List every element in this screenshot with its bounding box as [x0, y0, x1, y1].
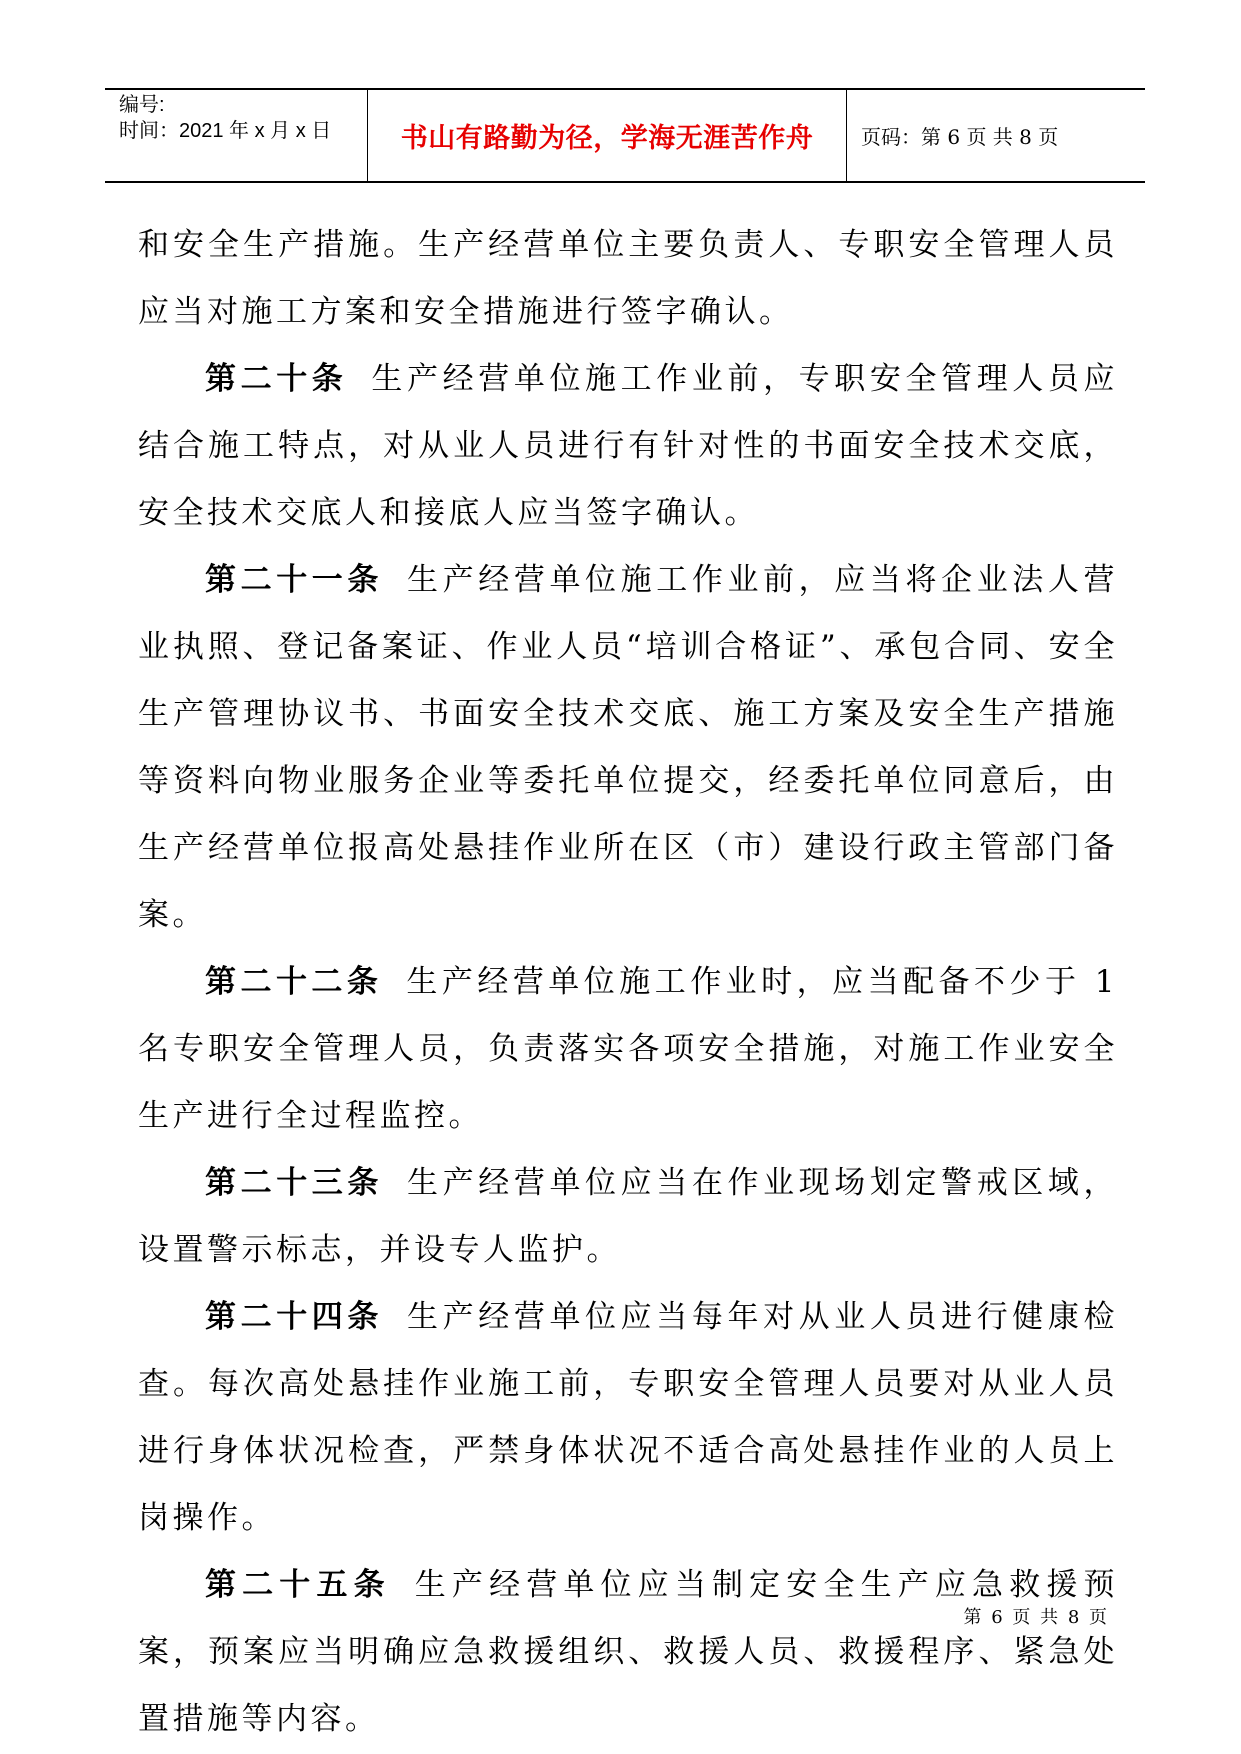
article-paragraph — [138, 547, 1118, 949]
article-paragraph — [138, 949, 1118, 1150]
article-paragraph — [138, 1150, 1118, 1284]
header-motto-cell — [367, 90, 847, 181]
article-text: 生产经营单位应当在作业现场划定警戒区域，设置警示标志，并设专人监护。 — [138, 1165, 1119, 1268]
document-number-label: 编号: — [119, 94, 165, 116]
article-text: 生产经营单位施工作业时，应当配备不少于 1 名专职安全管理人员，负责落实各项安全措施，对施工作业安全生产进行全过程监控。 — [138, 964, 1119, 1134]
article-number: 第二十三条 — [205, 1165, 384, 1201]
article-text: 生产经营单位施工作业前，专职安全管理人员应结合施工特点，对从业人员进行有针对性的书面安全技术交底，安全技术交底人和接底人应当签字确认。 — [138, 361, 1119, 531]
document-body — [138, 212, 1118, 1753]
article-text: 和安全生产措施。生产经营单位主要负责人、专职安全管理人员应当对施工方案和安全措施进行签字确认。 — [138, 227, 1118, 330]
page-header — [105, 88, 1145, 183]
article-number: 第二十一条 — [205, 562, 384, 598]
article-number: 第二十五条 — [205, 1567, 391, 1603]
article-paragraph — [138, 1284, 1118, 1552]
document-date: 时间：2021 年 x 月 x 日 — [119, 120, 332, 142]
article-number: 第二十二条 — [205, 964, 383, 1000]
header-motto: 书山有路勤为径，学海无涯苦作舟 — [400, 123, 814, 154]
article-text: 生产经营单位施工作业前，应当将企业法人营业执照、登记备案证、作业人员“培训合格证”、承包合同、安全生产管理协议书、书面安全技术交底、施工方案及安全生产措施等资料向物业服务企业等委托单位提交，经委托单位同意后，由生产经营单位报高处悬挂作业所在区（市）建设行政主管部门备案。 — [138, 562, 1119, 933]
header-page-info: 页码：第 6 页 共 8 页 — [861, 125, 1059, 149]
article-number: 第二十四条 — [205, 1299, 384, 1335]
page-footer: 第 6 页 共 8 页 — [963, 1607, 1109, 1628]
article-paragraph — [138, 346, 1118, 547]
article-number: 第二十条 — [205, 361, 348, 397]
article-text: 生产经营单位应当每年对从业人员进行健康检查。每次高处悬挂作业施工前，专职安全管理人员要对从业人员进行身体状况检查，严禁身体状况不适合高处悬挂作业的人员上岗操作。 — [138, 1299, 1119, 1536]
article-paragraph — [138, 1552, 1118, 1753]
header-meta — [105, 90, 367, 181]
article-text: 生产经营单位应当制定安全生产应急救援预案，预案应当明确应急救援组织、救援人员、救援程序、紧急处置措施等内容。 — [138, 1567, 1119, 1737]
article-paragraph — [138, 212, 1118, 346]
header-page-cell — [847, 90, 1145, 181]
